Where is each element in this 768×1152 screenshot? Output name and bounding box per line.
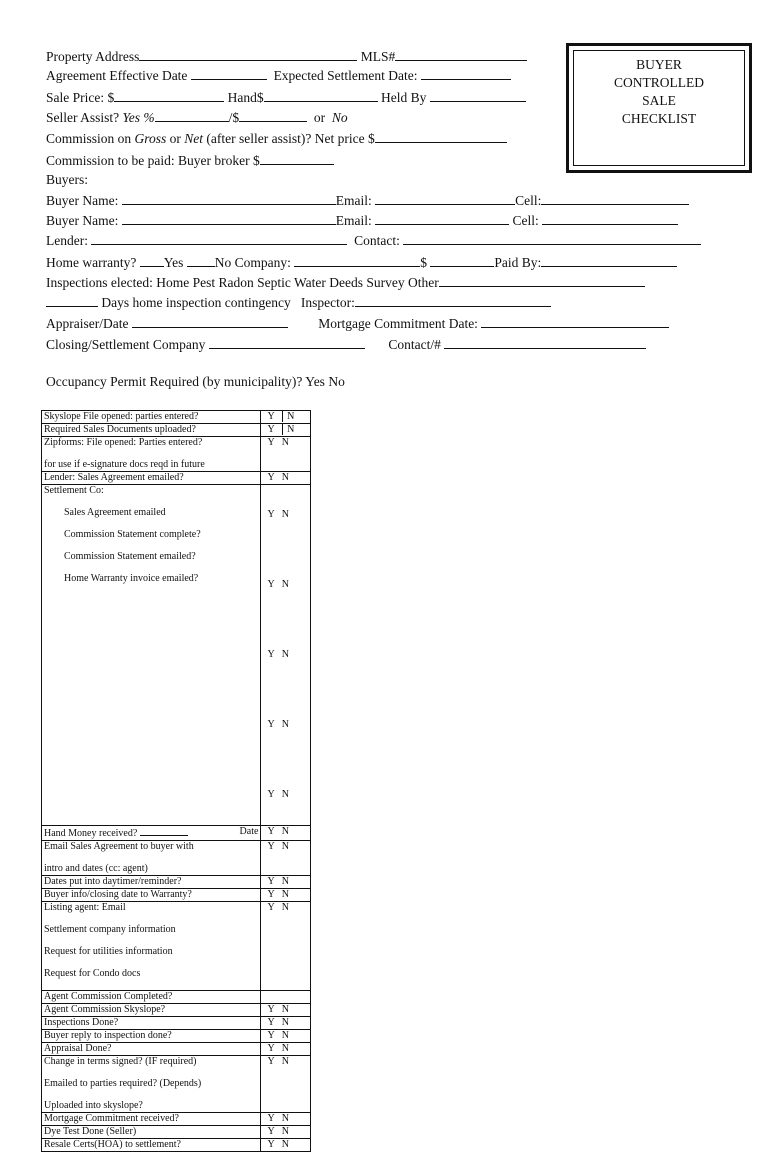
table-row [42, 472, 311, 485]
checklist-item [42, 1056, 261, 1113]
hw-yes-field[interactable] [140, 253, 164, 267]
home-warranty-row [46, 253, 677, 272]
expected-settlement-label: Expected Settlement Date: [273, 68, 418, 83]
checklist-item: Lender: Sales Agreement emailed? [42, 472, 261, 485]
mls-label: MLS# [360, 49, 396, 64]
cell-1-label: Cell: [515, 193, 542, 208]
sale-price-field[interactable] [114, 88, 224, 102]
appraiser-label: Appraiser/Date [46, 316, 129, 331]
table-row [42, 1004, 311, 1017]
title-box-text [569, 56, 749, 128]
checklist-subitem: Commission Statement complete? [64, 529, 201, 540]
cell-2-field[interactable] [542, 211, 678, 225]
table-row [42, 1030, 311, 1043]
table-row [42, 1126, 311, 1139]
buyer-name-1-label: Buyer Name: [46, 193, 119, 208]
net-price-field[interactable] [375, 129, 507, 143]
seller-assist-pct-field[interactable] [155, 108, 229, 122]
commission-or: or [169, 131, 181, 146]
expected-settlement-field[interactable] [421, 66, 511, 80]
buyer-1-row [46, 191, 689, 210]
checklist-item: Agent Commission Completed? [42, 991, 261, 1004]
mortgage-commitment-field[interactable] [481, 314, 669, 328]
checklist-subitem: Sales Agreement emailed [64, 507, 166, 518]
hand-money-label: Hand$ [227, 90, 264, 105]
title-line-3: SALE [642, 93, 676, 108]
closing-company-row [46, 335, 646, 354]
yes-no-cell[interactable]: Y N [261, 1004, 311, 1017]
agreement-date-row [46, 66, 511, 85]
contingency-days-field[interactable] [46, 293, 98, 307]
cell-1-field[interactable] [541, 191, 689, 205]
yes-no-cell[interactable]: Y N [261, 472, 311, 485]
checklist-item-line: Emailed to parties required? (Depends) [44, 1078, 202, 1089]
yes-no-cell[interactable] [261, 485, 311, 826]
email-2-label: Email: [335, 213, 372, 228]
hand-money-date-label: Date [239, 826, 259, 837]
table-row [42, 1139, 311, 1152]
checklist-item-line: Listing agent: Email [44, 902, 126, 913]
yes-no-cell[interactable]: Y N [261, 1113, 311, 1126]
sale-price-label: Sale Price: $ [46, 90, 115, 105]
agreement-date-label: Agreement Effective Date [46, 68, 188, 83]
hw-company-label: No Company: [214, 255, 291, 270]
appraiser-field[interactable] [132, 314, 288, 328]
yes-no-cell[interactable]: Y N [261, 1030, 311, 1043]
hw-no-field[interactable] [187, 253, 215, 267]
checklist-item-line: Request for utilities information [44, 946, 173, 957]
checklist-item: Skyslope File opened: parties entered? [42, 411, 261, 424]
property-address-row [46, 47, 527, 66]
checklist-subitem: Commission Statement emailed? [64, 551, 196, 562]
yes-no-cell[interactable]: Y N [261, 1126, 311, 1139]
seller-assist-dollar-label: /$ [228, 110, 240, 125]
yes-no-cell[interactable]: Y N [261, 1139, 311, 1152]
closing-contact-field[interactable] [444, 335, 646, 349]
yes-no-cell[interactable]: Y N [261, 876, 311, 889]
inspector-field[interactable] [355, 293, 551, 307]
table-row [42, 826, 311, 841]
email-1-label: Email: [335, 193, 372, 208]
inspection-contingency-row [46, 293, 551, 312]
table-row [42, 1017, 311, 1030]
table-row [42, 902, 311, 991]
checklist-item: Resale Certs(HOA) to settlement? [42, 1139, 261, 1152]
yes-no-cell[interactable]: Y N [261, 1056, 311, 1113]
inspections-row [46, 273, 645, 292]
buyer-name-2-field[interactable] [122, 211, 336, 225]
title-line-4: CHECKLIST [621, 111, 697, 126]
held-by-label: Held By [380, 90, 427, 105]
seller-assist-yes[interactable]: Yes % [122, 110, 155, 125]
appraiser-row [46, 314, 669, 333]
property-address-field[interactable] [139, 47, 357, 61]
buyer-2-row [46, 211, 678, 230]
hw-yes-label: Yes [163, 255, 184, 270]
table-row [42, 411, 311, 424]
table-row [42, 1056, 311, 1113]
checklist-item: Dates put into daytimer/reminder? [42, 876, 261, 889]
inspections-elected-label: Inspections elected: Home Pest Radon Septic Water Deeds Survey Other [46, 275, 439, 290]
commission-on-row [46, 129, 507, 148]
inspector-label: Inspector: [300, 295, 355, 310]
table-row [42, 1043, 311, 1056]
mls-field[interactable] [395, 47, 527, 61]
hand-money-field[interactable] [264, 88, 378, 102]
yes-no-cell[interactable]: Y N [261, 1043, 311, 1056]
checklist-item: Dye Test Done (Seller) [42, 1126, 261, 1139]
checklist-item-line: Uploaded into skyslope? [44, 1100, 143, 1111]
checklist-item [42, 485, 261, 826]
table-row [42, 889, 311, 902]
buyer-broker-label: Commission to be paid: Buyer broker $ [46, 153, 260, 168]
yes-no-cell[interactable]: Y N [261, 411, 311, 424]
table-row [42, 437, 311, 472]
closing-company-label: Closing/Settlement Company [46, 337, 206, 352]
commission-paid-row [46, 151, 334, 170]
checklist-item-line: Hand Money received? [44, 828, 138, 839]
seller-assist-or: or [313, 110, 326, 125]
table-row [42, 485, 311, 826]
seller-assist-label: Seller Assist? [46, 110, 120, 125]
yes-no-cell[interactable]: Y N [261, 889, 311, 902]
checklist-item-line: Email Sales Agreement to buyer with [44, 841, 194, 852]
table-row [42, 1113, 311, 1126]
checklist-subitem: Home Warranty invoice emailed? [64, 573, 199, 584]
commission-gross[interactable]: Gross [134, 131, 167, 146]
title-line-2: CONTROLLED [614, 75, 704, 90]
yes-no-cell[interactable] [261, 991, 311, 1004]
commission-net[interactable]: Net [184, 131, 204, 146]
hw-company-field[interactable] [294, 253, 420, 267]
table-row [42, 424, 311, 437]
lender-contact-field[interactable] [403, 231, 701, 245]
checklist-item [42, 826, 261, 841]
yes-no[interactable]: Y N [267, 789, 290, 800]
cell-2-label: Cell: [512, 213, 539, 228]
net-price-label: (after seller assist)? Net price $ [206, 131, 375, 146]
hw-dollar-label: $ [420, 255, 427, 270]
yes-no[interactable]: Y N [267, 719, 290, 730]
buyer-name-1-field[interactable] [122, 191, 336, 205]
title-box [566, 43, 752, 173]
lender-contact-label: Contact: [354, 233, 400, 248]
checklist-item-line: Settlement company information [44, 924, 176, 935]
inspections-other-field[interactable] [439, 273, 645, 287]
hw-paid-by-field[interactable] [541, 253, 677, 267]
checklist-item: Appraisal Done? [42, 1043, 261, 1056]
checklist-item [42, 437, 261, 472]
checklist-item: Required Sales Documents uploaded? [42, 424, 261, 437]
yes-no-cell[interactable]: Y N [261, 826, 311, 841]
checklist-table [41, 410, 311, 1152]
sale-price-row [46, 88, 526, 107]
mortgage-commitment-label: Mortgage Commitment Date: [318, 316, 478, 331]
hw-dollar-field[interactable] [430, 253, 494, 267]
closing-contact-label: Contact/# [388, 337, 441, 352]
occupancy-permit-row: Occupancy Permit Required (by municipality)? Yes No [46, 374, 345, 389]
lender-field[interactable] [91, 231, 347, 245]
seller-assist-no[interactable]: No [331, 110, 348, 125]
closing-company-field[interactable] [209, 335, 365, 349]
yes-no[interactable]: Y N [267, 579, 290, 590]
hand-money-date-field[interactable] [140, 826, 188, 836]
table-row [42, 876, 311, 889]
table-row [42, 841, 311, 876]
checklist-item-line: for use if e-signature docs reqd in future [44, 459, 205, 470]
yes-no-cell[interactable]: Y N [261, 437, 311, 472]
checklist-item-line: Zipforms: File opened: Parties entered? [44, 437, 203, 448]
yes-no-cell[interactable]: Y N [261, 424, 311, 437]
checklist-item [42, 902, 261, 991]
yes-no[interactable]: Y N [267, 649, 290, 660]
commission-on-label: Commission on [46, 131, 132, 146]
checklist-item: Buyer info/closing date to Warranty? [42, 889, 261, 902]
email-2-field[interactable] [375, 211, 509, 225]
yes-no[interactable]: Y N [267, 509, 290, 520]
table-row [42, 991, 311, 1004]
checklist-item: Agent Commission Skyslope? [42, 1004, 261, 1017]
checklist-item-line: Request for Condo docs [44, 968, 141, 979]
hw-paid-by-label: Paid By: [494, 255, 542, 270]
buyers-heading: Buyers: [46, 172, 88, 187]
seller-assist-row [46, 108, 348, 127]
title-line-1: BUYER [636, 57, 682, 72]
contingency-days-label: Days home inspection contingency [101, 295, 291, 310]
checklist-item-line: Settlement Co: [44, 485, 104, 496]
home-warranty-label: Home warranty? [46, 255, 137, 270]
property-address-label: Property Address [46, 49, 140, 64]
agreement-date-field[interactable] [191, 66, 267, 80]
lender-row [46, 231, 701, 250]
checklist-item: Mortgage Commitment received? [42, 1113, 261, 1126]
yes-no-cell[interactable]: Y N [261, 1017, 311, 1030]
held-by-field[interactable] [430, 88, 526, 102]
checklist-item [42, 841, 261, 876]
checklist-item: Inspections Done? [42, 1017, 261, 1030]
checklist-item-line: intro and dates (cc: agent) [44, 863, 148, 874]
lender-label: Lender: [46, 233, 88, 248]
email-1-field[interactable] [375, 191, 515, 205]
buyer-broker-field[interactable] [260, 151, 334, 165]
yes-no-cell[interactable]: Y N [261, 902, 311, 991]
buyer-name-2-label: Buyer Name: [46, 213, 119, 228]
checklist-item: Buyer reply to inspection done? [42, 1030, 261, 1043]
checklist-item-line: Change in terms signed? (IF required) [44, 1056, 197, 1067]
seller-assist-dollar-field[interactable] [239, 108, 307, 122]
yes-no-cell[interactable]: Y N [261, 841, 311, 876]
